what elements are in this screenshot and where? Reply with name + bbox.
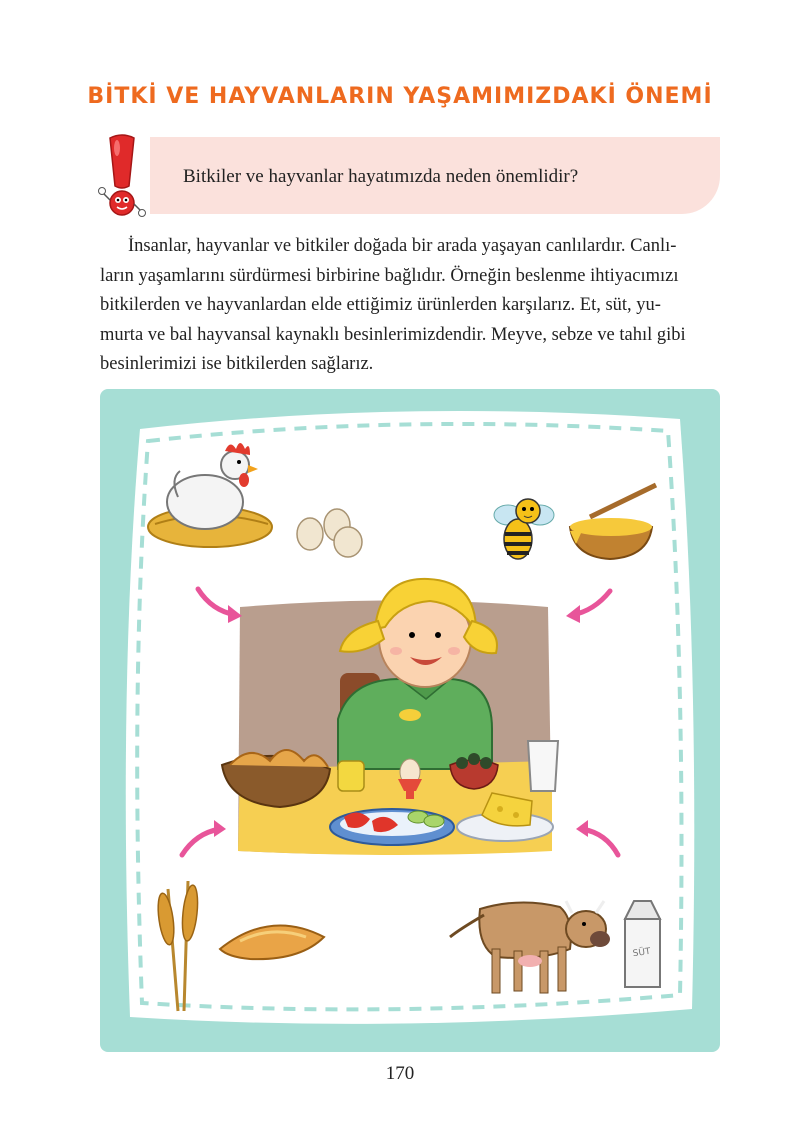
food-sources-illustration: [100, 389, 720, 1052]
paragraph-line-3: bitkilerden ve hayvanlardan elde ettiğimiz ürünlerden karşılarız. Et, süt, yu-: [100, 295, 661, 315]
paragraph-line-2: ların yaşamlarını sürdürmesi birbirine bağlıdır. Örneğin beslenme ihtiyacımızı: [100, 265, 679, 286]
salad-plate-icon: [330, 809, 454, 845]
exclamation-mascot-icon: [96, 134, 148, 220]
page-title: BİTKİ VE HAYVANLARIN YAŞAMIMIZDAKİ ÖNEMİ: [87, 84, 713, 109]
milk-glass-icon: [528, 741, 558, 791]
paragraph-line-4: murta ve bal hayvansal kaynaklı besinlerimizdendir. Meyve, sebze ve tahıl gibi: [100, 324, 686, 345]
body-paragraph: [100, 232, 720, 380]
milk-carton-icon: [625, 901, 660, 987]
milk-carton-label: SÜT: [632, 946, 652, 960]
paragraph-line-5: besinlerimizi ise bitkilerden sağlarız.: [100, 354, 374, 374]
page-number: 170: [385, 1063, 415, 1084]
question-text: Bitkiler ve hayvanlar hayatımızda neden önemlidir?: [183, 166, 579, 187]
honey-jar-icon: [338, 761, 364, 791]
paragraph-line-1: İnsanlar, hayvanlar ve bitkiler doğada bir arada yaşayan canlılardır. Canlı-: [128, 236, 677, 256]
